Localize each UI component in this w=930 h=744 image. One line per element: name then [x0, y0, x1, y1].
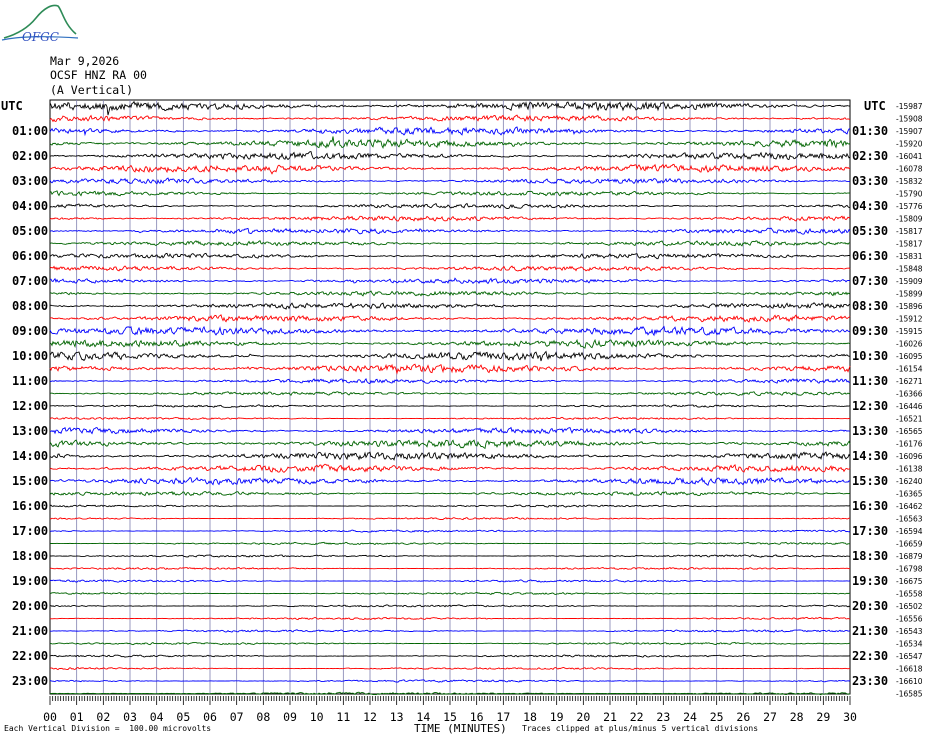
- trace-offset-label: -16675: [896, 577, 923, 586]
- trace-offset-label: -15896: [896, 302, 923, 311]
- trace-offset-label: -16365: [896, 489, 923, 499]
- trace-offset-label: -16240: [896, 477, 923, 486]
- trace-offset-label: -16271: [896, 377, 923, 386]
- hour-label-left: 04:00: [12, 199, 49, 213]
- trace-offset-label: -15809: [896, 214, 923, 224]
- x-tick-label: 08: [256, 710, 271, 724]
- trace-offset-label: -15831: [896, 252, 923, 261]
- trace-offset-label: -16521: [896, 414, 923, 424]
- hour-label-right: 19:30: [852, 574, 889, 588]
- header-component: (A Vertical): [50, 83, 134, 97]
- hour-label-right: 22:30: [852, 649, 889, 663]
- hour-label-right: 18:30: [852, 549, 889, 563]
- x-tick-label: 20: [576, 710, 591, 724]
- trace-offset-label: -15908: [896, 114, 923, 124]
- trace-offset-label: -16138: [896, 464, 923, 474]
- trace-offset-label: -16618: [896, 664, 923, 674]
- header-date: Mar 9,2026: [50, 54, 120, 68]
- trace-offset-label: -16176: [896, 439, 923, 449]
- x-tick-label: 24: [683, 710, 697, 724]
- hour-label-right: 21:30: [852, 624, 889, 638]
- hour-label-right: 20:30: [852, 599, 889, 613]
- x-tick-label: 25: [709, 710, 724, 724]
- trace-offset-label: -15987: [896, 102, 923, 111]
- hour-label-right: 13:30: [852, 424, 889, 438]
- trace-offset-label: -16446: [896, 402, 923, 411]
- trace-offset-label: -15790: [896, 189, 923, 199]
- hour-label-right: 06:30: [852, 249, 889, 263]
- hour-label-left: 07:00: [12, 274, 49, 288]
- hour-label-left: 08:00: [12, 299, 49, 313]
- hour-label-left: 23:00: [12, 674, 49, 688]
- hour-label-left: 18:00: [12, 549, 49, 563]
- footer-division-note: Each Vertical Division = 100.00 microvolts: [4, 724, 212, 733]
- x-tick-label: 03: [123, 710, 137, 724]
- trace-offset-label: -16502: [896, 602, 923, 611]
- trace-offset-label: -15817: [896, 239, 923, 249]
- trace-offset-label: -16078: [896, 164, 923, 174]
- x-tick-label: 23: [656, 710, 671, 724]
- trace-offset-label: -16041: [896, 152, 923, 161]
- utc-label-right: UTC: [864, 99, 886, 113]
- hour-label-left: 12:00: [12, 399, 49, 413]
- trace-offset-label: -16558: [896, 589, 923, 599]
- hour-label-left: 11:00: [12, 374, 49, 388]
- hour-label-right: 15:30: [852, 474, 889, 488]
- logo-text: OFGC: [22, 30, 59, 44]
- trace-offset-label: -16095: [896, 352, 923, 361]
- x-tick-label: 12: [363, 710, 377, 724]
- trace-offset-label: -16534: [896, 639, 923, 649]
- hour-label-right: 07:30: [852, 274, 889, 288]
- trace-offset-label: -15920: [896, 139, 923, 149]
- trace-offset-label: -16594: [896, 527, 923, 536]
- trace-offset-label: -15912: [896, 314, 923, 324]
- trace-offset-label: -16366: [896, 389, 923, 399]
- trace-offset-label: -15899: [896, 289, 923, 299]
- x-tick-label: 02: [96, 710, 111, 724]
- hour-label-right: 02:30: [852, 149, 889, 163]
- hour-label-right: 08:30: [852, 299, 889, 313]
- x-tick-label: 29: [816, 710, 831, 724]
- hour-label-left: 03:00: [12, 174, 49, 188]
- trace-offset-label: -16659: [896, 539, 923, 549]
- hour-label-left: 05:00: [12, 224, 49, 238]
- hour-label-left: 02:00: [12, 149, 49, 163]
- hour-label-right: 11:30: [852, 374, 889, 388]
- hour-label-left: 14:00: [12, 449, 49, 463]
- hour-label-right: 14:30: [852, 449, 889, 463]
- hour-label-right: 09:30: [852, 324, 889, 338]
- hour-label-right: 01:30: [852, 124, 889, 138]
- trace-offset-label: -15915: [896, 327, 923, 336]
- x-tick-label: 27: [763, 710, 777, 724]
- x-tick-label: 22: [629, 710, 644, 724]
- trace-offset-label: -16026: [896, 339, 923, 349]
- hour-label-right: 04:30: [852, 199, 889, 213]
- trace-offset-label: -15832: [896, 177, 923, 186]
- trace-offset-label: -16154: [896, 364, 923, 374]
- trace-offset-label: -16547: [896, 652, 923, 661]
- x-axis-title: TIME (MINUTES): [414, 722, 507, 735]
- footer-clipped-note: Traces clipped at plus/minus 5 vertical divisions: [522, 724, 759, 733]
- x-tick-label: 17: [496, 710, 511, 724]
- hour-label-left: 15:00: [12, 474, 49, 488]
- hour-label-left: 01:00: [12, 124, 49, 138]
- trace-offset-label: -15817: [896, 227, 923, 236]
- hour-label-right: 05:30: [852, 224, 889, 238]
- trace-offset-label: -16096: [896, 452, 923, 461]
- hour-label-left: 22:00: [12, 649, 49, 663]
- trace-offset-label: -16585: [896, 689, 923, 699]
- x-tick-label: 16: [469, 710, 484, 724]
- hour-label-left: 19:00: [12, 574, 49, 588]
- trace-offset-label: -16543: [896, 627, 923, 636]
- x-tick-label: 05: [176, 710, 191, 724]
- x-tick-label: 00: [43, 710, 57, 724]
- hour-label-right: 23:30: [852, 674, 889, 688]
- hour-label-left: 16:00: [12, 499, 49, 513]
- hour-label-right: 12:30: [852, 399, 889, 413]
- hour-label-right: 17:30: [852, 524, 889, 538]
- x-tick-label: 13: [389, 710, 404, 724]
- x-tick-label: 19: [549, 710, 564, 724]
- x-tick-label: 14: [416, 710, 431, 724]
- x-tick-label: 28: [789, 710, 804, 724]
- trace-offset-label: -15848: [896, 264, 923, 274]
- hour-label-right: 16:30: [852, 499, 889, 513]
- trace-offset-label: -15907: [896, 127, 923, 136]
- x-tick-label: 09: [283, 710, 297, 724]
- x-tick-label: 26: [736, 710, 751, 724]
- hour-label-left: 17:00: [12, 524, 49, 538]
- trace-offset-label: -15909: [896, 277, 923, 286]
- hour-label-left: 20:00: [12, 599, 49, 613]
- hour-label-right: 03:30: [852, 174, 889, 188]
- header-station: OCSF HNZ RA 00: [50, 68, 147, 82]
- hour-label-left: 06:00: [12, 249, 49, 263]
- x-tick-label: 21: [603, 710, 617, 724]
- trace-offset-label: -16565: [896, 427, 923, 436]
- x-tick-label: 10: [309, 710, 324, 724]
- x-tick-label: 11: [336, 710, 351, 724]
- trace-offset-label: -16879: [896, 552, 923, 561]
- trace-offset-label: -16556: [896, 614, 923, 624]
- grid: [50, 100, 850, 705]
- hour-label-left: 21:00: [12, 624, 49, 638]
- trace-offset-label: -16610: [896, 677, 923, 686]
- x-tick-label: 07: [229, 710, 244, 724]
- hour-label-left: 10:00: [12, 349, 49, 363]
- trace-offset-label: -16462: [896, 502, 923, 511]
- trace-offset-label: -15776: [896, 202, 923, 211]
- x-tick-label: 18: [523, 710, 537, 724]
- x-tick-label: 15: [443, 710, 457, 724]
- hour-label-left: 13:00: [12, 424, 49, 438]
- hour-label-right: 10:30: [852, 349, 889, 363]
- trace-offset-label: -16798: [896, 564, 923, 574]
- x-tick-label: 04: [149, 710, 164, 724]
- utc-label-left: UTC: [1, 99, 23, 113]
- x-tick-label: 01: [69, 710, 84, 724]
- trace-offset-label: -16563: [896, 514, 923, 524]
- x-tick-label: 30: [843, 710, 857, 724]
- x-tick-label: 06: [203, 710, 217, 724]
- hour-label-left: 09:00: [12, 324, 49, 338]
